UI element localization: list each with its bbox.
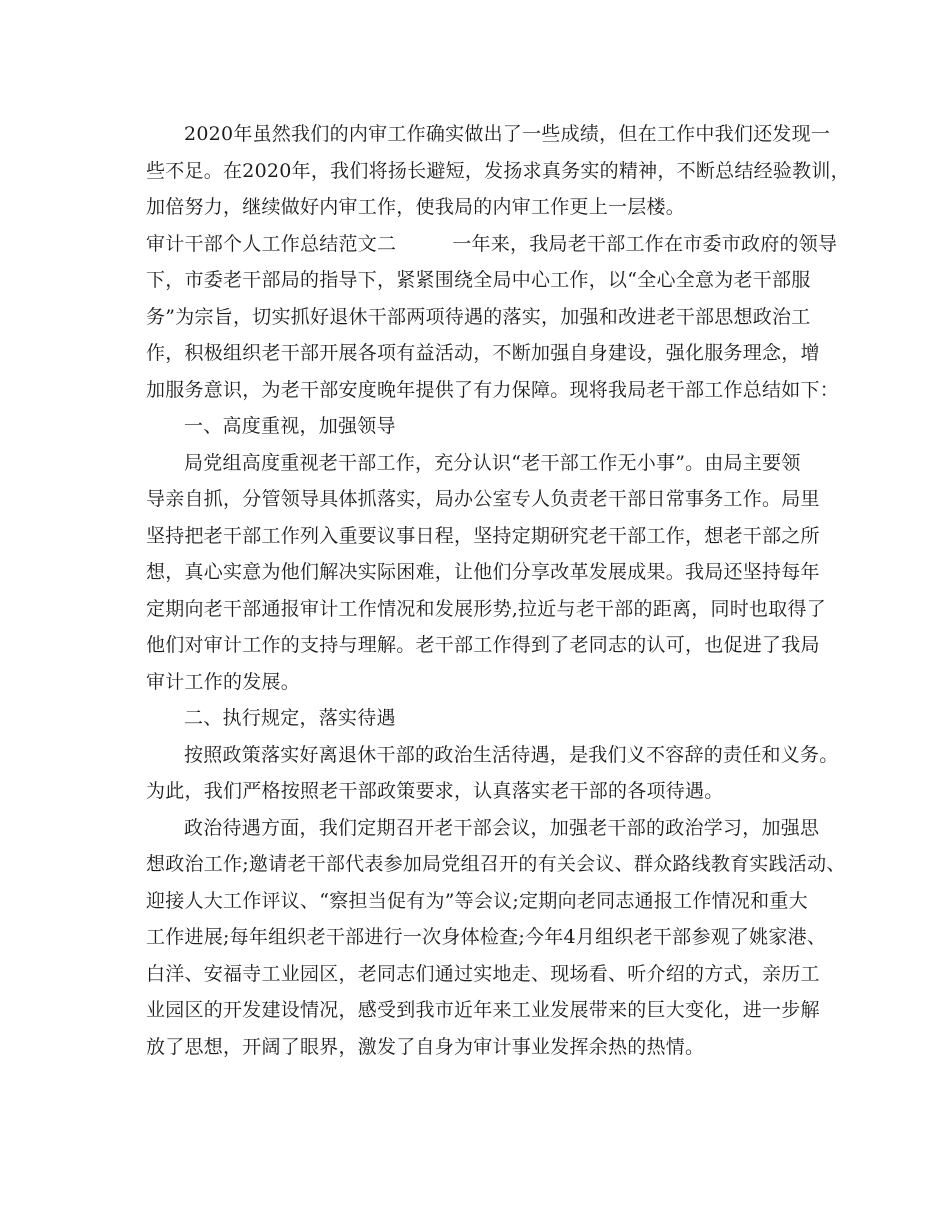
section-title: 审计干部个人工作总结范文二	[146, 232, 397, 255]
paragraph-line: 业园区的开发建设情况，感受到我市近年来工业发展带来的巨大变化，进一步解	[146, 999, 820, 1021]
paragraph-line: 按照政策落实好离退休干部的政治生活待遇，是我们义不容辞的责任和义务。	[184, 743, 839, 766]
section-heading: 一、高度重视，加强领导	[184, 415, 396, 437]
paragraph-line: 工作进展;每年组织老干部进行一次身体检查;今年4月组织老干部参观了姚家港、	[146, 926, 827, 948]
paragraph-line: 想政治工作;邀请老干部代表参加局党组召开的有关会议、群众路线教育实践活动、	[146, 853, 846, 875]
paragraph-line: 定期向老干部通报审计工作情况和发展形势,拉近与老干部的距离，同时也取得了	[146, 597, 827, 620]
paragraph-line: 想，真心实意为他们解决实际困难，让他们分享改革发展成果。我局还坚持每年	[146, 561, 820, 583]
paragraph-line: 加倍努力，继续做好内审工作，使我局的内审工作更上一层楼。	[146, 196, 686, 218]
paragraph-line: 坚持把老干部工作列入重要议事日程，坚持定期研究老干部工作，想老干部之所	[146, 524, 820, 547]
paragraph-line: 审计工作的发展。	[146, 670, 301, 693]
paragraph-line: 下，市委老干部局的指导下，紧紧围绕全局中心工作，以“全心全意为老干部服	[146, 269, 811, 291]
document-body	[146, 116, 850, 1065]
paragraph-line: 2020年虽然我们的内审工作确实做出了一些成绩，但在工作中我们还发现一	[184, 123, 831, 145]
paragraph-line: 务”为宗旨，切实抓好退休干部两项待遇的落实，加强和改进老干部思想政治工	[146, 305, 811, 328]
title-line	[146, 226, 838, 263]
paragraph-line: 一年来，我局老干部工作在市委市政府的领导	[452, 232, 838, 255]
paragraph-line: 白洋、安福寺工业园区，老同志们通过实地走、现场看、听介绍的方式，亲历工	[146, 962, 820, 985]
paragraph-line: 政治待遇方面，我们定期召开老干部会议，加强老干部的政治学习，加强思	[184, 816, 820, 839]
paragraph-line: 迎接人大工作评议、“察担当促有为”等会议;定期向老同志通报工作情况和重大	[146, 889, 808, 912]
paragraph-line: 些不足。在2020年，我们将扬长避短，发扬求真务实的精神，不断总结经验教训，	[146, 159, 850, 182]
paragraph-line: 局党组高度重视老干部工作，充分认识“老干部工作无小事”。由局主要领	[184, 451, 801, 474]
paragraph-line: 导亲自抓，分管领导具体抓落实，局办公室专人负责老干部日常事务工作。局里	[146, 488, 820, 510]
paragraph-line: 他们对审计工作的支持与理解。老干部工作得到了老同志的认可，也促进了我局	[146, 634, 820, 656]
paragraph-line: 放了思想，开阔了眼界，激发了自身为审计事业发挥余热的热情。	[146, 1035, 705, 1058]
paragraph-line: 作，积极组织老干部开展各项有益活动，不断加强自身建设，强化服务理念，增	[146, 342, 820, 364]
paragraph-line: 加服务意识，为老干部安度晚年提供了有力保障。现将我局老干部工作总结如下：	[146, 378, 840, 401]
paragraph-line: 为此，我们严格按照老干部政策要求，认真落实老干部的各项待遇。	[146, 780, 724, 802]
section-heading: 二、执行规定，落实待遇	[184, 707, 396, 729]
